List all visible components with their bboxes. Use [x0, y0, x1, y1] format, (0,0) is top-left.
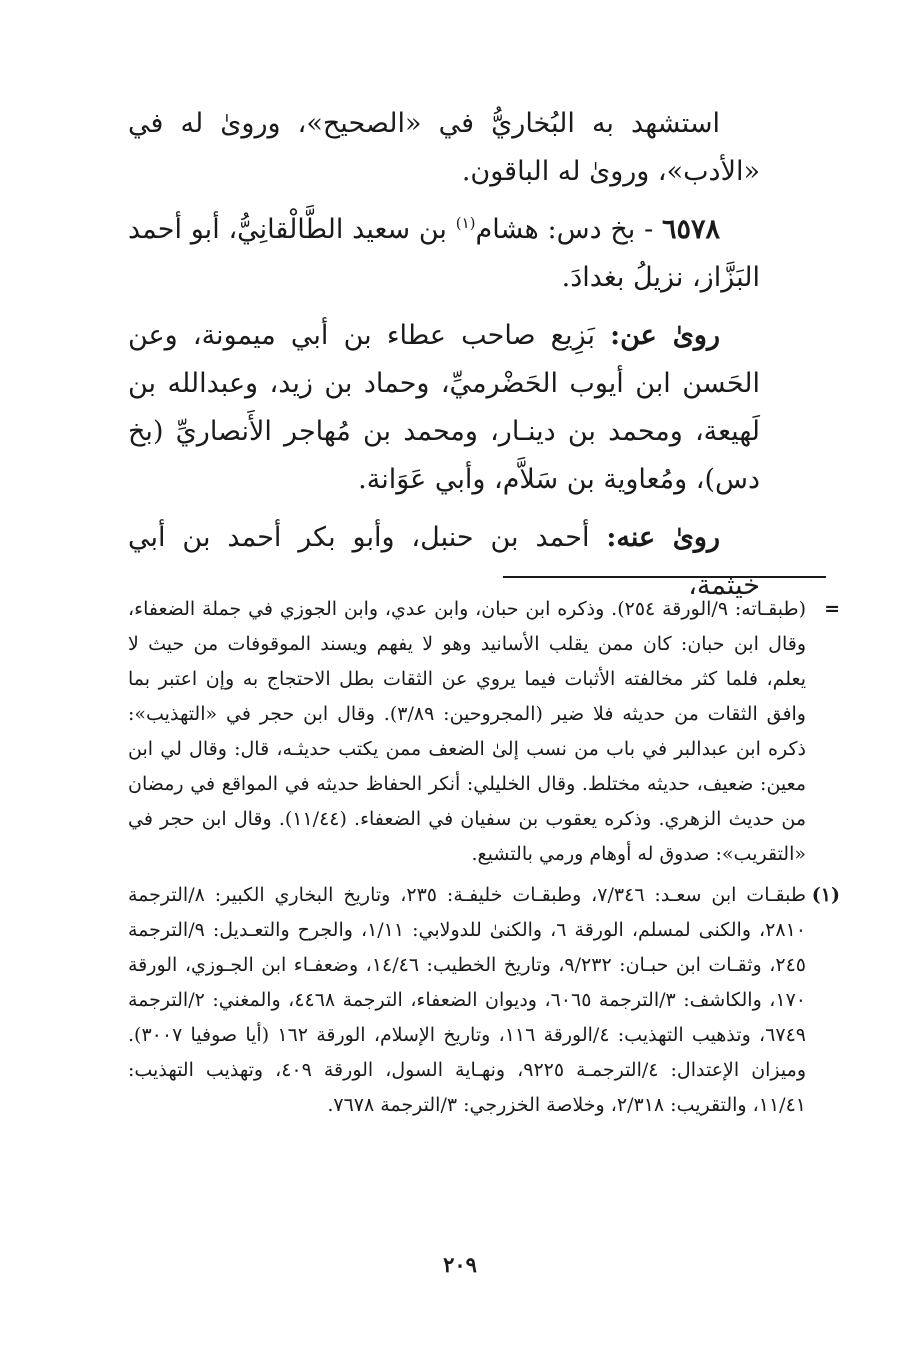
continuation-text: (طبقـاته: ٩/الورقة ٢٥٤). وذكره ابن حبان، وابن عدي، وابن الجوزي في جملة الضعفاء، وقال ابن حبان: كان ممن يقلب الأسانيد وهو لا يفهم ويسند الموقوفات من حيث لا يعلم، فلما كثر مخالفته الأثبات فيما يروي عن الثقات بطل الاحتجاج به وإن اعتبر بما وافق الثقات من حديثه فلا ضير (المجروحين: ٣/٨٩). وقال ابن حجر في «التهذيب»: ذكره ابن عبدالبر في باب من نسب إلىٰ الضعف ممن يكتب حديثـه، قال: وقال لي ابن معين: ضعيف، حديثه مختلط. وقال الخليلي: أنكر الحفاظ حديثه في المواقع في رمضان من حديث الزهري. وذكره يعقوب بن سفيان في الضعفاء. (١١/٤٤). وقال ابن حجر في «التقريب»: صدوق له أوهام ورمي بالتشيع. — [128, 598, 806, 865]
continuation-mark: = — [824, 598, 840, 620]
narrated-from-paragraph — [128, 312, 760, 504]
footnote-reference: (١) — [455, 214, 476, 232]
footnote-separator — [503, 576, 826, 578]
entry-number: ٦٥٧٨ — [661, 214, 720, 245]
footnote-1-text: طبقـات ابن سعـد: ٧/٣٤٦، وطبقـات خليفـة: ٢٣٥، وتاريخ البخاري الكبير: ٨/الترجمة ٢٨١٠، والكنى لمسلم، الورقة ٦، والكنىٰ للدولابي: ١/١١، والجرح والتعـديل: ٩/الترجمة ٢٤٥، وثقـات ابن حبـان: ٩/٢٣٢، وتاريخ الخطيب: ١٤/٤٦، وضعفـاء ابن الجـوزي، الورقة ١٧٠، والكاشف: ٣/الترجمة ٦٠٦٥، وديوان الضعفاء، الترجمة ٤٤٦٨، والمغني: ٢/الترجمة ٦٧٤٩، وتذهيب التهذيب: ٤/الورقة ١١٦، وتاريخ الإسلام، الورقة ١٦٢ (أيا صوفيا ٣٠٠٧). وميزان الإعتدال: ٤/الترجمـة ٩٢٢٥، ونهـاية السول، الورقة ٤٠٩، وتهذيب التهذيب: ١١/٤١، والتقريب: ٢/٣١٨، وخلاصة الخزرجي: ٣/الترجمة ٧٦٧٨. — [128, 884, 807, 1116]
narrated-from-text: بَزِيع صاحب عطاء بن أبي ميمونة، وعن الحَسن ابن أيوب الحَضْرميِّ، وحماد بن زيد، وعبدالله بن لَهيعة، ومحمد بن دينـار، ومحمد بن مُهاجر الأَنصاريِّ (بخ دس)، ومُعاوية بن سَلاَّم، وأبي عَوَانة. — [128, 320, 760, 495]
entry-rest: بن سعيد الطَّالْقانِيُّ، أبو أحمد البَزَّاز، نزيلُ بغدادَ. — [128, 214, 760, 293]
footnote-continuation — [128, 592, 840, 872]
paragraph-1: استشهد به البُخاريُّ في «الصحيح»، وروىٰ له في «الأدب»، وروىٰ له الباقون. — [128, 108, 760, 187]
footnote-1 — [128, 878, 840, 1123]
main-text — [128, 100, 760, 620]
narrated-by-label: روىٰ عنه: — [606, 522, 721, 553]
entry-heading — [128, 206, 760, 302]
narrated-by-text: أحمد بن حنبل، وأبو بكر أحمد بن أبي خيثمة، — [128, 522, 760, 601]
footnotes — [128, 592, 840, 1129]
entry-codes: - بخ دس: — [547, 214, 654, 245]
entry-name: هشام — [475, 214, 539, 245]
page-number: ٢٠٩ — [443, 1252, 477, 1277]
narrated-from-label: روىٰ عن: — [610, 320, 720, 351]
footnote-1-mark: (١) — [811, 884, 840, 906]
